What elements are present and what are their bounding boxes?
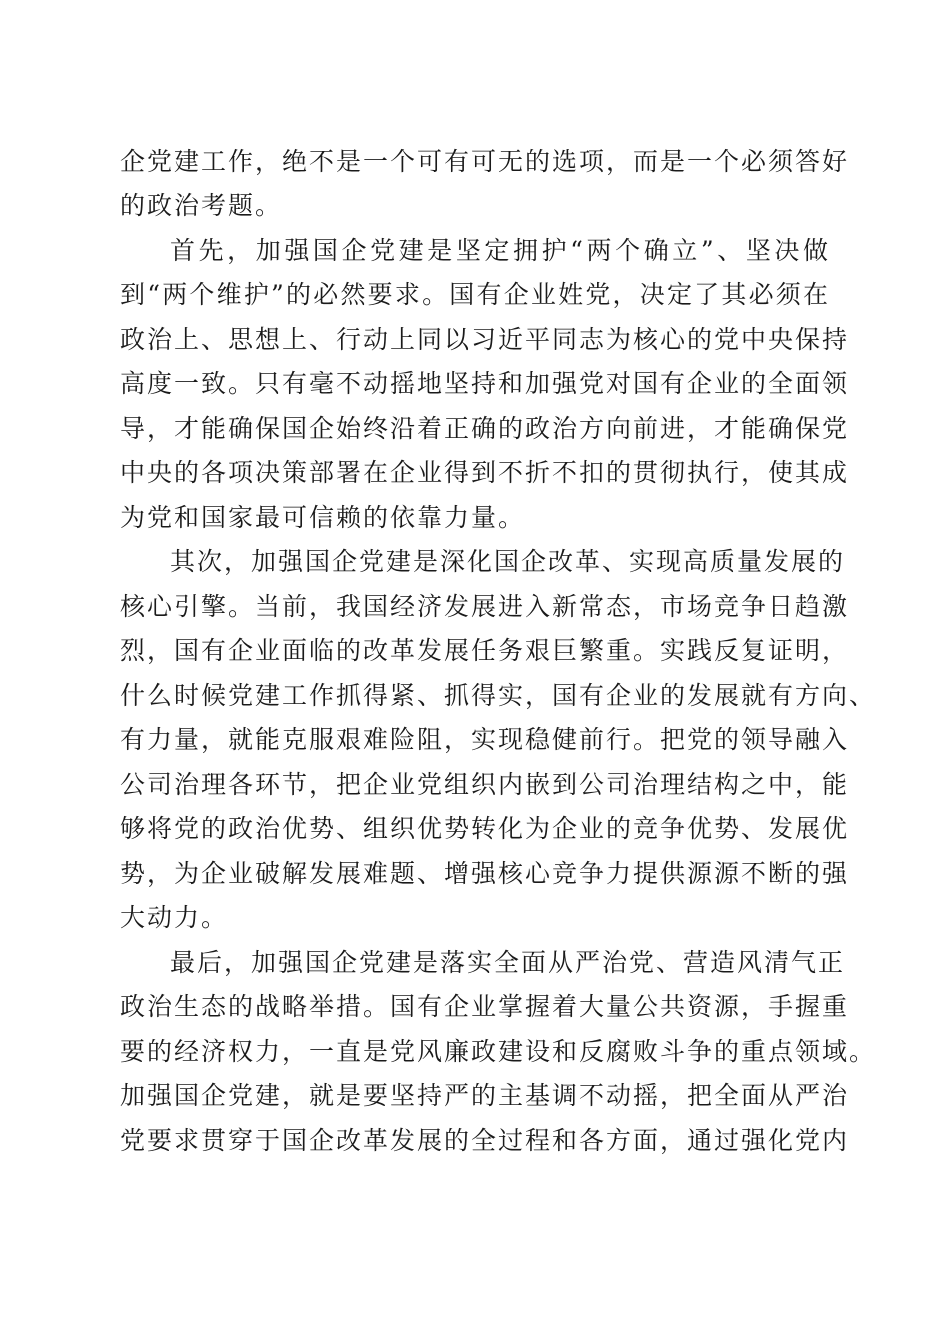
text-line: 的政治考题。 <box>120 191 283 220</box>
text-line: 核心引擎。当前，我国经济发展进入新常态，市场竞争日趋激 <box>120 592 850 621</box>
text-line: 到“两个维护”的必然要求。国有企业姓党，决定了其必须在 <box>120 280 830 309</box>
text-line: 政治上、思想上、行动上同以习近平同志为核心的党中央保持 <box>120 325 850 354</box>
text-line: 什么时候党建工作抓得紧、抓得实，国有企业的发展就有方向、 <box>120 681 877 710</box>
text-line: 要的经济权力，一直是党风廉政建设和反腐败斗争的重点领域。 <box>120 1037 877 1066</box>
text-line: 公司治理各环节，把企业党组织内嵌到公司治理结构之中，能 <box>120 770 850 799</box>
text-line: 政治生态的战略举措。国有企业掌握着大量公共资源，手握重 <box>120 992 850 1021</box>
text-line: 加强国企党建，就是要坚持严的主基调不动摇，把全面从严治 <box>120 1081 850 1110</box>
text-line: 导，才能确保国企始终沿着正确的政治方向前进，才能确保党 <box>120 414 850 443</box>
text-line: 党要求贯穿于国企改革发展的全过程和各方面，通过强化党内 <box>120 1126 850 1155</box>
paragraph-start-line: 首先，加强国企党建是坚定拥护“两个确立”、坚决做 <box>170 236 830 265</box>
paragraph-start-line: 最后，加强国企党建是落实全面从严治党、营造风清气正 <box>170 948 846 977</box>
text-line: 为党和国家最可信赖的依靠力量。 <box>120 503 526 532</box>
text-line: 大动力。 <box>120 903 229 932</box>
text-line: 够将党的政治优势、组织优势转化为企业的竞争优势、发展优 <box>120 814 850 843</box>
text-line: 势，为企业破解发展难题、增强核心竞争力提供源源不断的强 <box>120 859 850 888</box>
text-line: 中央的各项决策部署在企业得到不折不扣的贯彻执行，使其成 <box>120 458 850 487</box>
text-line: 烈，国有企业面临的改革发展任务艰巨繁重。实践反复证明， <box>120 636 850 665</box>
text-line: 高度一致。只有毫不动摇地坚持和加强党对国有企业的全面领 <box>120 369 850 398</box>
text-line: 企党建工作，绝不是一个可有可无的选项，而是一个必须答好 <box>120 147 850 176</box>
paragraph-start-line: 其次，加强国企党建是深化国企改革、实现高质量发展的 <box>170 547 846 576</box>
text-line: 有力量，就能克服艰难险阻，实现稳健前行。把党的领导融入 <box>120 725 850 754</box>
